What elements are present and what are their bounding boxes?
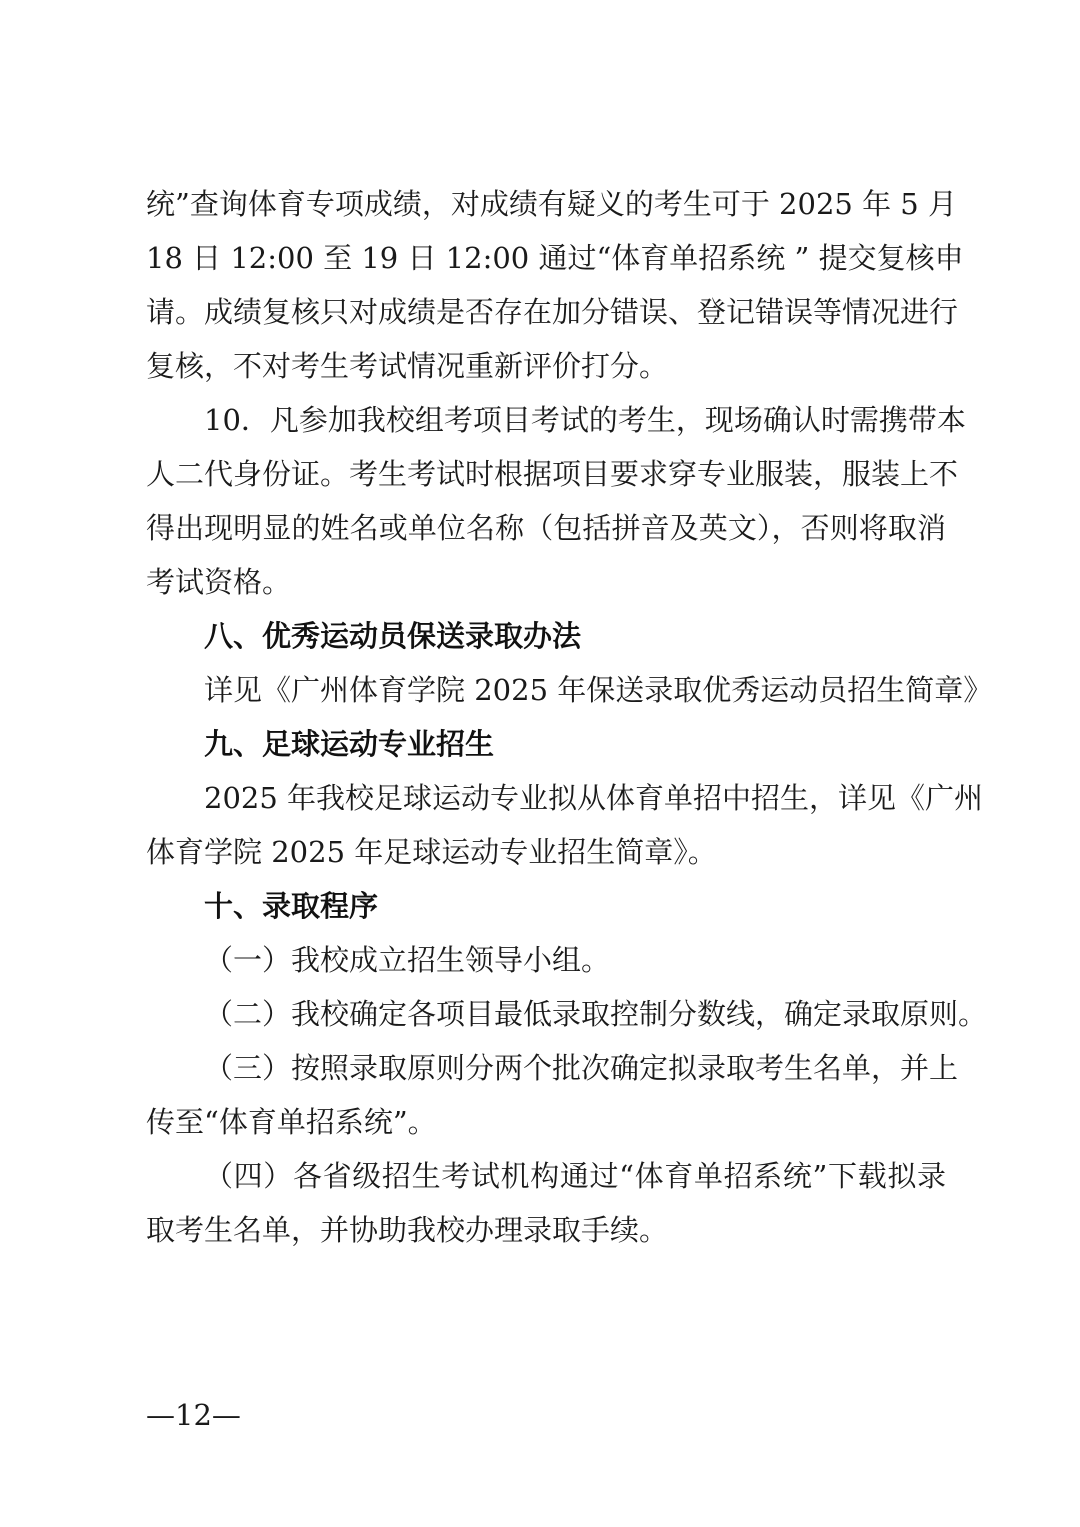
section-heading-8: 八、优秀运动员保送录取办法 <box>204 619 582 653</box>
paragraph-item10-line: 10．凡参加我校组考项目考试的考生，现场确认时需携带本 <box>204 403 966 437</box>
paragraph-item10-line: 人二代身份证。考生考试时根据项目要求穿专业服装，服装上不 <box>146 457 959 491</box>
paragraph-review-line: 18 日 12:00 至 19 日 12:00 通过“体育单招系统 ” 提交复核申 <box>146 241 964 275</box>
paragraph-item10-line: 得出现明显的姓名或单位名称（包括拼音及英文），否则将取消 <box>146 511 946 545</box>
admission-step-1: （一）我校成立招生领导小组。 <box>204 943 611 977</box>
admission-step-3-line: （三）按照录取原则分两个批次确定拟录取考生名单，并上 <box>204 1051 959 1085</box>
section9-text-line: 2025 年我校足球运动专业拟从体育单招中招生，详见《广州 <box>204 781 984 815</box>
paragraph-review-line: 请。成绩复核只对成绩是否存在加分错误、登记错误等情况进行 <box>146 295 959 329</box>
admission-step-4-line: 取考生名单，并协助我校办理录取手续。 <box>146 1213 669 1247</box>
paragraph-item10-line: 考试资格。 <box>146 565 292 599</box>
section-heading-10: 十、录取程序 <box>204 889 379 923</box>
page-number: —12— <box>146 1398 241 1432</box>
admission-step-4-line: （四）各省级招生考试机构通过“体育单招系统”下载拟录 <box>204 1159 946 1193</box>
admission-step-3-line: 传至“体育单招系统”。 <box>146 1105 437 1139</box>
section-heading-9: 九、足球运动专业招生 <box>204 727 495 761</box>
admission-step-2: （二）我校确定各项目最低录取控制分数线，确定录取原则。 <box>204 997 988 1031</box>
paragraph-review-line: 统”查询体育专项成绩，对成绩有疑义的考生可于 2025 年 5 月 <box>146 187 957 221</box>
paragraph-review-line: 复核，不对考生考试情况重新评价打分。 <box>146 349 669 383</box>
section8-text-line: 详见《广州体育学院 2025 年保送录取优秀运动员招生简章》 <box>204 673 993 707</box>
section9-text-line: 体育学院 2025 年足球运动专业招生简章》。 <box>146 835 717 869</box>
